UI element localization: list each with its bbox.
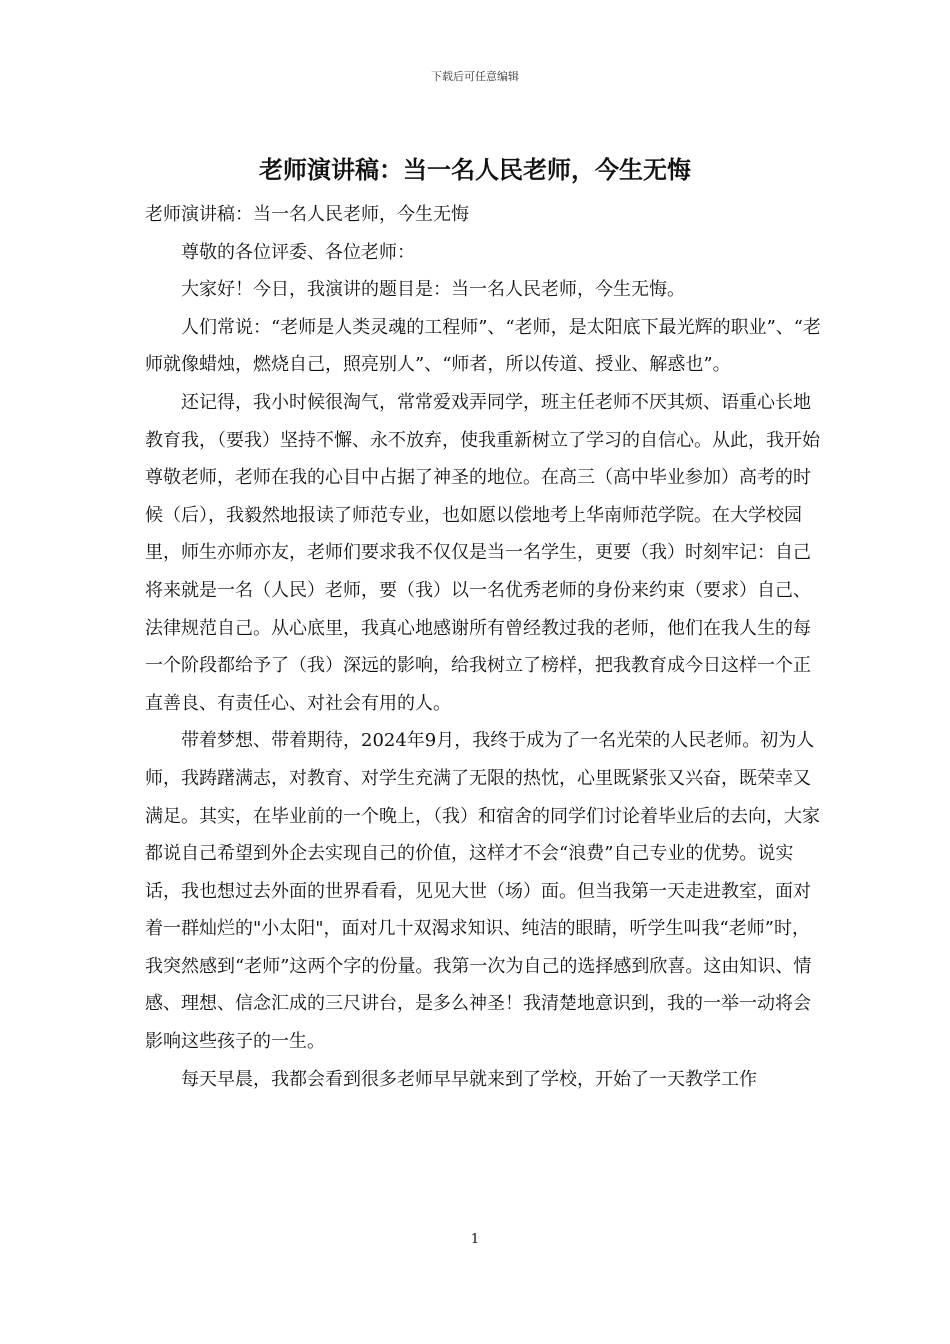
page-header-note: 下载后可任意编辑 (431, 70, 519, 83)
page-number: 1 (470, 1232, 480, 1247)
paragraph-salutation: 尊敬的各位评委、各位老师： (181, 241, 415, 263)
document-title: 老师演讲稿：当一名人民老师，今生无悔 (259, 155, 691, 184)
paragraph-mornings: 每天早晨，我都会看到很多老师早早就来到了学校，开始了一天教学工作 (181, 1068, 757, 1090)
paragraph-subtitle: 老师演讲稿：当一名人民老师，今生无悔 (145, 204, 469, 225)
document-body (145, 196, 821, 1098)
paragraph-quotes: 人们常说：“老师是人类灵魂的工程师”、“老师，是太阳底下最光辉的职业”、“老师就像蜡烛，燃烧自己，照亮别人”、“师者，所以传道、授业、解惑也”。 (145, 316, 822, 376)
paragraph-memories: 还记得，我小时候很淘气，常常爱戏弄同学，班主任老师不厌其烦、语重心长地教育我，（要我）坚持不懈、永不放弃，使我重新树立了学习的自信心。从此，我开始尊敬老师，老师在我的心目中占据了神圣的地位。在高三（高中毕业参加）高考的时候（后），我毅然地报读了师范专业，也如愿以偿地考上华南师范学院。在大学校园里，师生亦师亦友，老师们要求我不仅仅是当一名学生，更要（我）时刻牢记：自己将来就是一名（人民）老师，要（我）以一名优秀老师的身份来约束（要求）自己、法律规范自己。从心底里，我真心地感谢所有曾经教过我的老师，他们在我人生的每一个阶段都给予了（我）深远的影响，给我树立了榜样，把我教育成今日这样一个正直善良、有责任心、对社会有用的人。 (145, 391, 820, 714)
paragraph-greeting: 大家好！今日，我演讲的题目是：当一名人民老师，今生无悔。 (181, 279, 685, 301)
paragraph-career-start: 带着梦想、带着期待，2024年9月，我终于成为了一名光荣的人民老师。初为人师，我踌躇满志，对教育、对学生充满了无限的热忱，心里既紧张又兴奋，既荣幸又满足。其实，在毕业前的一个晚上，（我）和宿舍的同学们讨论着毕业后的去向，大家都说自己希望到外企去实现自己的价值，这样才不会“浪费”自己专业的优势。说实话，我也想过去外面的世界看看，见见大世（场）面。但当我第一天走进教室，面对着一群灿烂的"小太阳"，面对几十双渴求知识、纯洁的眼睛，听学生叫我“老师”时，我突然感到“老师”这两个字的份量。我第一次为自己的选择感到欣喜。这由知识、情感、理想、信念汇成的三尺讲台，是多么神圣！我清楚地意识到，我的一举一动将会影响这些孩子的一生。 (145, 730, 820, 1053)
